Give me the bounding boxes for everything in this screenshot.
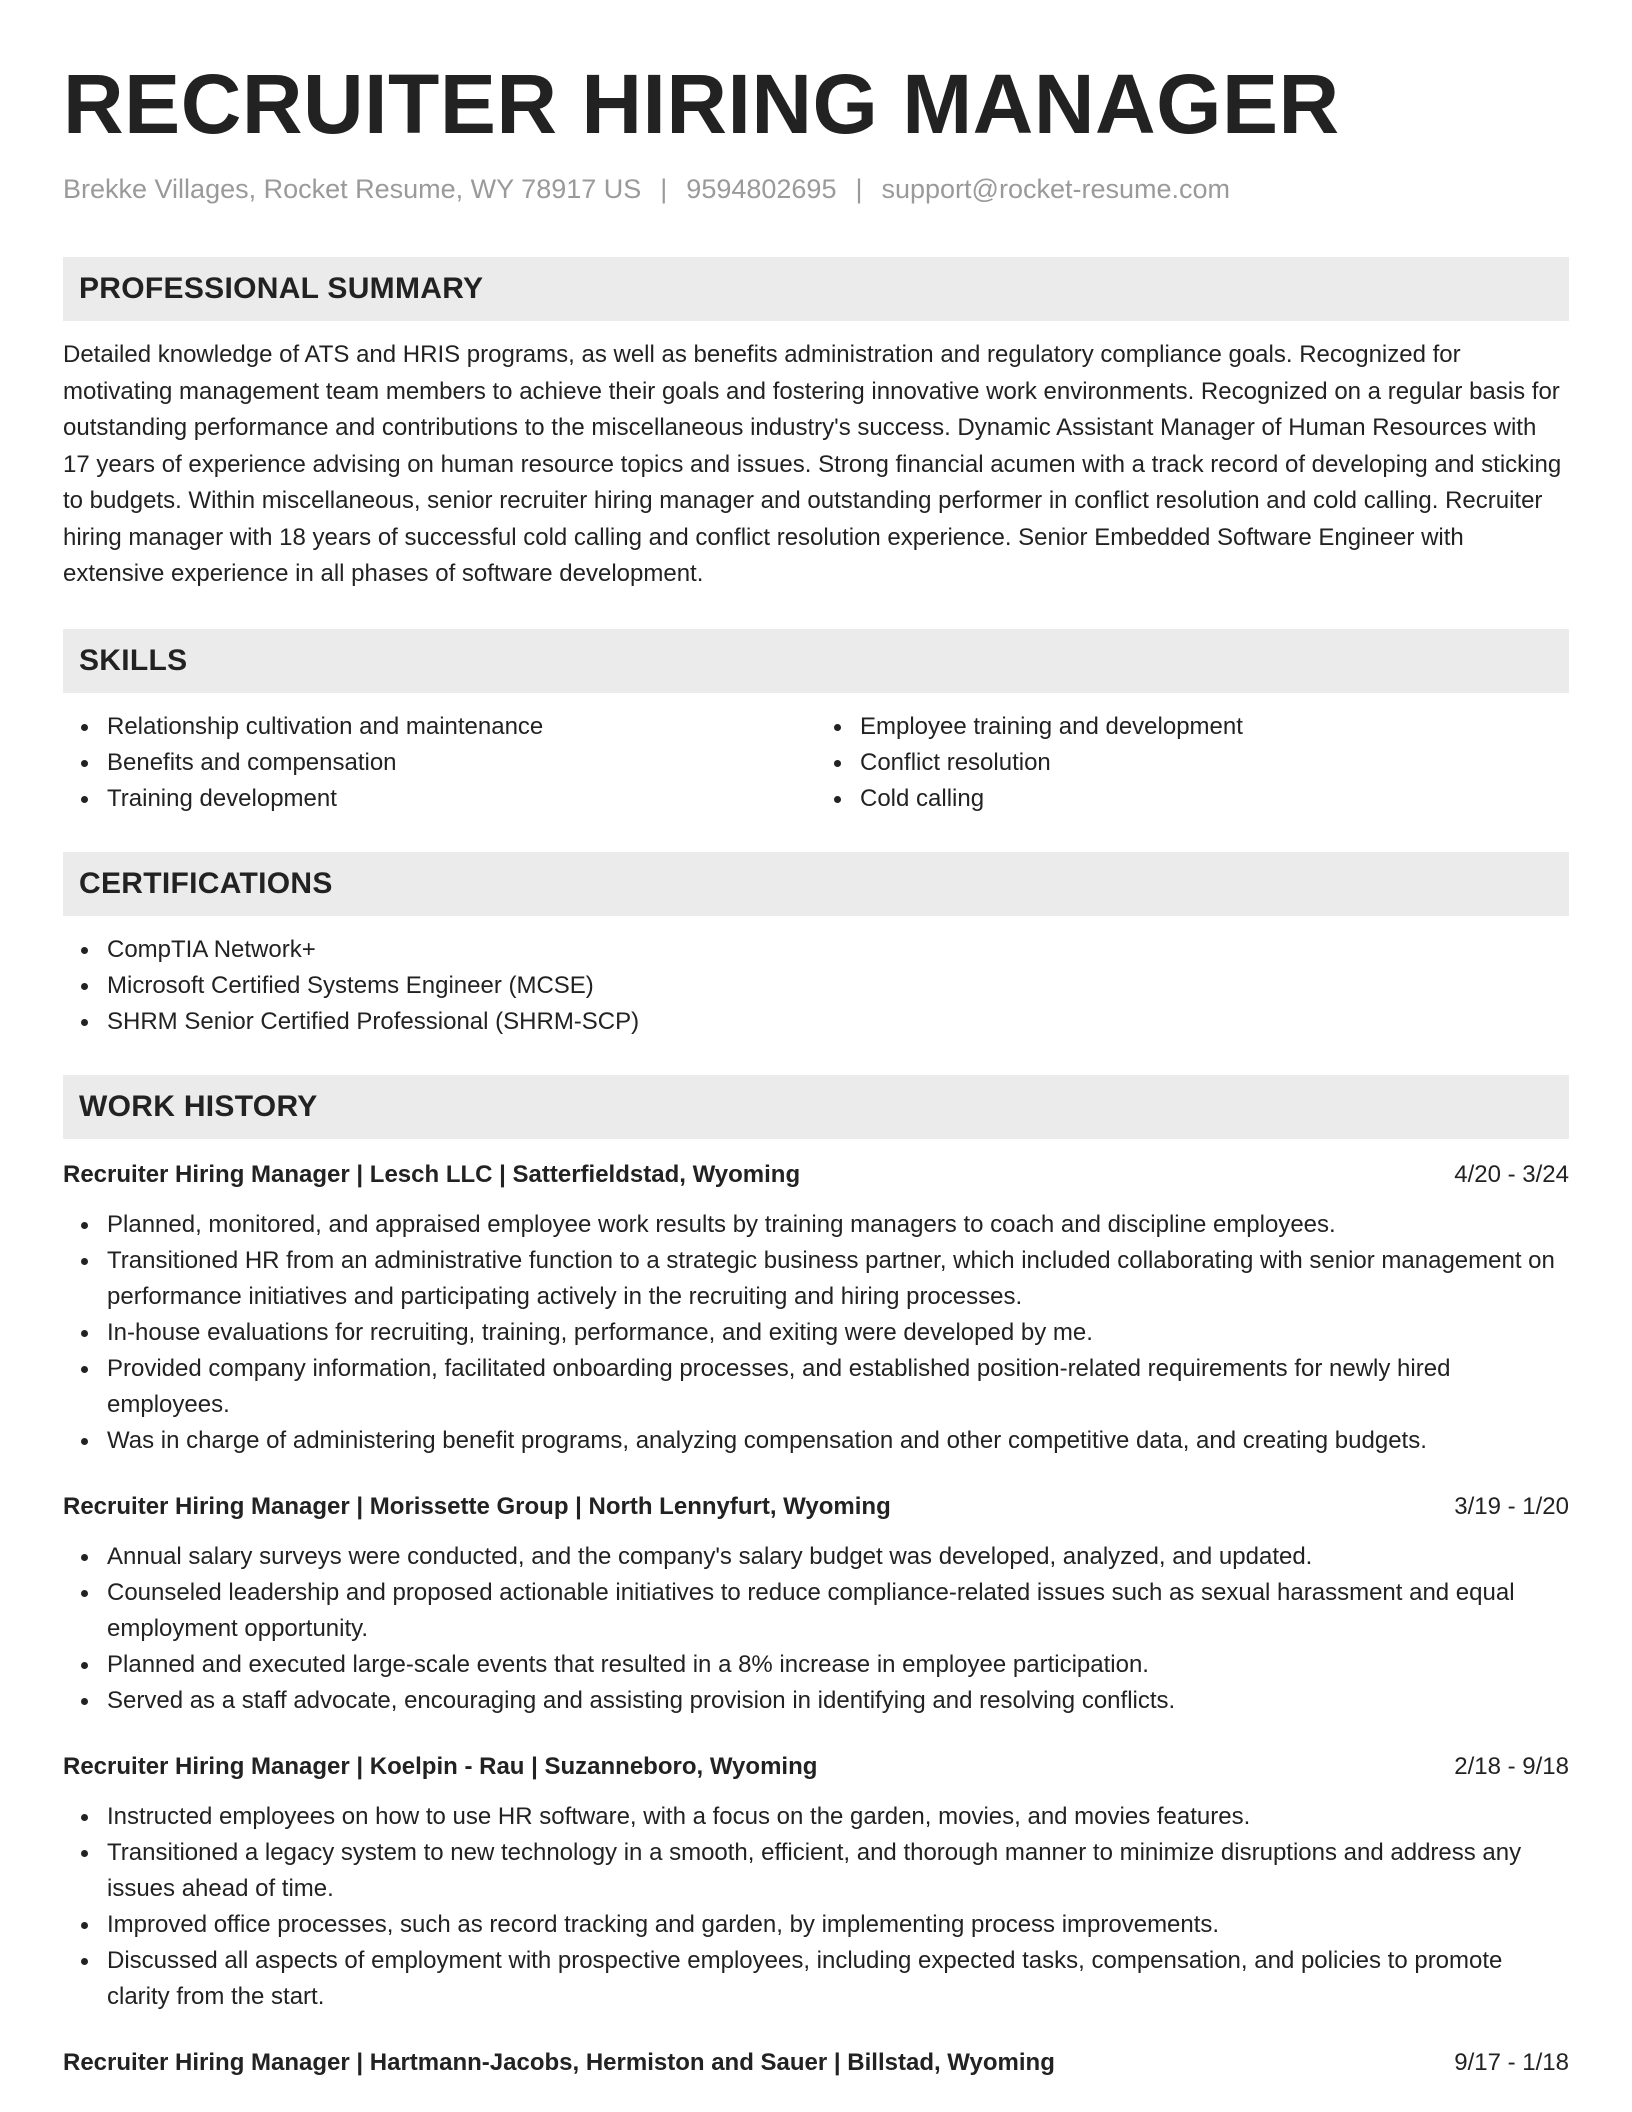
skill-item: Relationship cultivation and maintenance [107, 709, 816, 745]
summary-heading: PROFESSIONAL SUMMARY [63, 257, 1569, 321]
candidate-name: RECRUITER HIRING MANAGER [63, 57, 1340, 151]
certification-item: CompTIA Network+ [107, 932, 1569, 968]
job-bullet: Transitioned HR from an administrative function to a strategic business partner, which included collaborating with senior management on performance initiatives and participating actively in the recruiting and hiring processes. [107, 1243, 1569, 1315]
skill-item: Employee training and development [860, 709, 1569, 745]
job-bullet: In-house evaluations for recruiting, training, performance, and exiting were developed by me. [107, 1315, 1569, 1351]
skills-heading: SKILLS [63, 629, 1569, 693]
skills-list-right [816, 709, 1569, 817]
job-header [63, 2047, 1569, 2079]
job-title: Recruiter Hiring Manager | Morissette Group | North Lennyfurt, Wyoming [63, 1492, 891, 1520]
job-bullet: Planned and executed large-scale events that resulted in a 8% increase in employee participation. [107, 1647, 1569, 1683]
skill-item: Training development [107, 781, 816, 817]
contact-line [63, 172, 1569, 206]
certification-item: Microsoft Certified Systems Engineer (MCSE) [107, 968, 1569, 1004]
job-bullets [63, 1799, 1569, 2015]
summary-text: Detailed knowledge of ATS and HRIS programs, as well as benefits administration and regulatory compliance goals. Recognized for motivating management team members to achieve their goals and fostering innovative work environments. Recognized on a regular basis for outstanding performance and contributions to the miscellaneous industry's success. Dynamic Assistant Manager of Human Resources with 17 years of experience advising on human resource topics and issues. Strong financial acumen with a track record of developing and sticking to budgets. Within miscellaneous, senior recruiter hiring manager and outstanding performer in conflict resolution and cold calling. Recruiter hiring manager with 18 years of successful cold calling and conflict resolution experience. Senior Embedded Software Engineer with extensive experience in all phases of software development. [63, 341, 1562, 587]
job-header [63, 1159, 1569, 1191]
job-title: Recruiter Hiring Manager | Koelpin - Rau | Suzanneboro, Wyoming [63, 1752, 818, 1780]
contact-email: support@rocket-resume.com [881, 174, 1231, 204]
job-dates: 9/17 - 1/18 [1454, 2048, 1569, 2076]
job-dates: 3/19 - 1/20 [1454, 1492, 1569, 1520]
job-title: Recruiter Hiring Manager | Hartmann-Jacobs, Hermiston and Sauer | Billstad, Wyoming [63, 2048, 1055, 2076]
job-bullet: Instructed employees on how to use HR software, with a focus on the garden, movies, and movies features. [107, 1799, 1569, 1835]
job-entry [63, 1751, 1569, 2015]
skill-item: Benefits and compensation [107, 745, 816, 781]
skills-columns [63, 709, 1569, 817]
job-bullet: Was in charge of administering benefit programs, analyzing compensation and other competitive data, and creating budgets. [107, 1423, 1569, 1459]
job-title: Recruiter Hiring Manager | Lesch LLC | Satterfieldstad, Wyoming [63, 1160, 801, 1188]
job-dates: 4/20 - 3/24 [1454, 1160, 1569, 1188]
job-bullets [63, 1539, 1569, 1719]
job-bullet: Discussed all aspects of employment with prospective employees, including expected tasks, compensation, and policies to promote clarity from the start. [107, 1943, 1569, 2015]
contact-separator: | [855, 174, 863, 204]
contact-address: Brekke Villages, Rocket Resume, WY 78917 US [63, 174, 642, 204]
skills-list-left [63, 709, 816, 817]
job-bullet: Improved office processes, such as record tracking and garden, by implementing process improvements. [107, 1907, 1569, 1943]
job-bullet: Planned, monitored, and appraised employee work results by training managers to coach and discipline employees. [107, 1207, 1569, 1243]
job-bullet: Annual salary surveys were conducted, and the company's salary budget was developed, analyzed, and updated. [107, 1539, 1569, 1575]
certifications-list [63, 932, 1569, 1040]
job-entry [63, 1491, 1569, 1719]
job-header [63, 1491, 1569, 1523]
job-entry [63, 1159, 1569, 1459]
certification-item: SHRM Senior Certified Professional (SHRM-SCP) [107, 1004, 1569, 1040]
certifications-heading: CERTIFICATIONS [63, 852, 1569, 916]
job-bullet: Transitioned a legacy system to new technology in a smooth, efficient, and thorough manner to minimize disruptions and address any issues ahead of time. [107, 1835, 1569, 1907]
work-history-heading: WORK HISTORY [63, 1075, 1569, 1139]
contact-phone: 9594802695 [686, 174, 837, 204]
contact-separator: | [660, 174, 668, 204]
job-bullet: Served as a staff advocate, encouraging and assisting provision in identifying and resolving conflicts. [107, 1683, 1569, 1719]
job-header [63, 1751, 1569, 1783]
job-bullet: Counseled leadership and proposed actionable initiatives to reduce compliance-related issues such as sexual harassment and equal employment opportunity. [107, 1575, 1569, 1647]
job-dates: 2/18 - 9/18 [1454, 1752, 1569, 1780]
job-entry [63, 2047, 1569, 2079]
skill-item: Cold calling [860, 781, 1569, 817]
job-bullet: Provided company information, facilitated onboarding processes, and established position-related requirements for newly hired employees. [107, 1351, 1569, 1423]
job-bullets [63, 1207, 1569, 1459]
skill-item: Conflict resolution [860, 745, 1569, 781]
